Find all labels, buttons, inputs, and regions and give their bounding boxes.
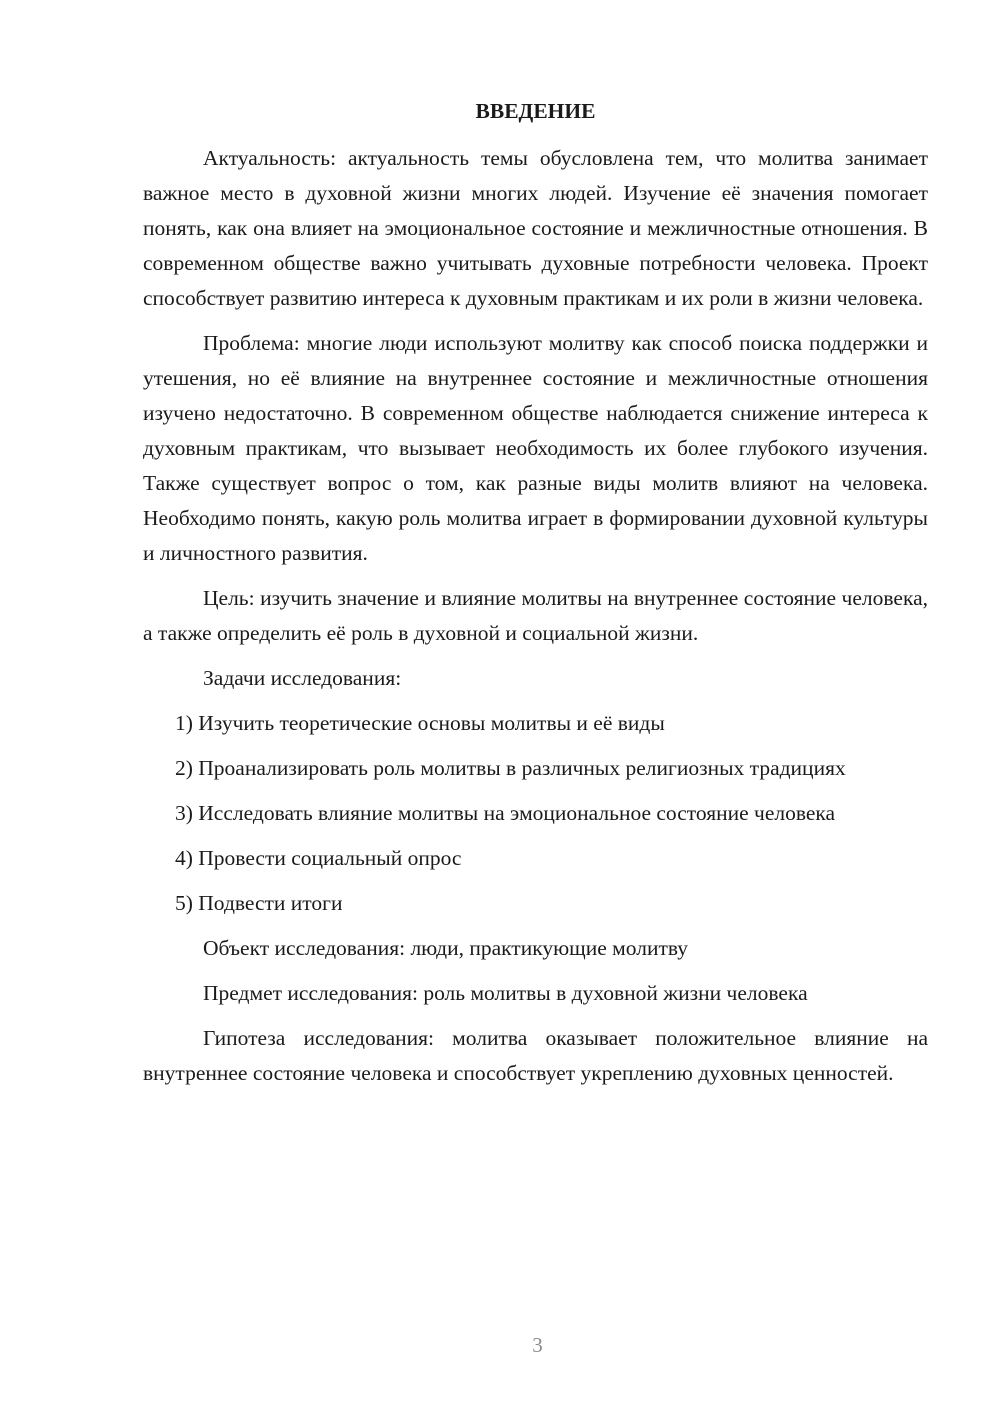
goal-paragraph: Цель: изучить значение и влияние молитвы на внутреннее состояние человека, а также определить её роль в духовной и социальной жизни.: [143, 586, 928, 645]
problem-paragraph: Проблема: многие люди используют молитву как способ поиска поддержки и утешения, но её влияние на внутреннее состояние и межличностные отношения изучено недостаточно. В современном обществе наблюдается снижение интереса к духовным практикам, что вызывает необходимость их более глубокого изучения. Также существует вопрос о том, как разные виды молитв влияют на человека. Необходимо понять, какую роль молитва играет в формировании духовной культуры и личностного развития.: [143, 331, 928, 565]
task-item-3: 3) Исследовать влияние молитвы на эмоциональное состояние человека: [175, 801, 836, 825]
task-item-5: 5) Подвести итоги: [175, 891, 343, 915]
object-paragraph: Объект исследования: люди, практикующие молитву: [203, 936, 689, 960]
task-item-4: 4) Провести социальный опрос: [175, 846, 462, 870]
task-item-1: 1) Изучить теоретические основы молитвы и её виды: [175, 711, 665, 735]
relevance-paragraph: Актуальность: актуальность темы обусловлена тем, что молитва занимает важное место в духовной жизни многих людей. Изучение её значения помогает понять, как она влияет на эмоциональное состояние и межличностные отношения. В современном обществе важно учитывать духовные потребности человека. Проект способствует развитию интереса к духовным практикам и их роли в жизни человека.: [143, 146, 928, 310]
page-number: 3: [532, 1333, 543, 1357]
document-page: [143, 95, 928, 1101]
subject-paragraph: Предмет исследования: роль молитвы в духовной жизни человека: [203, 981, 808, 1005]
page-title: ВВЕДЕНИЕ: [475, 99, 596, 123]
tasks-heading: Задачи исследования:: [203, 666, 402, 690]
hypothesis-paragraph: Гипотеза исследования: молитва оказывает положительное влияние на внутреннее состояние человека и способствует укреплению духовных ценностей.: [143, 1026, 928, 1085]
task-item-2: 2) Проанализировать роль молитвы в различных религиозных традициях: [175, 756, 846, 780]
